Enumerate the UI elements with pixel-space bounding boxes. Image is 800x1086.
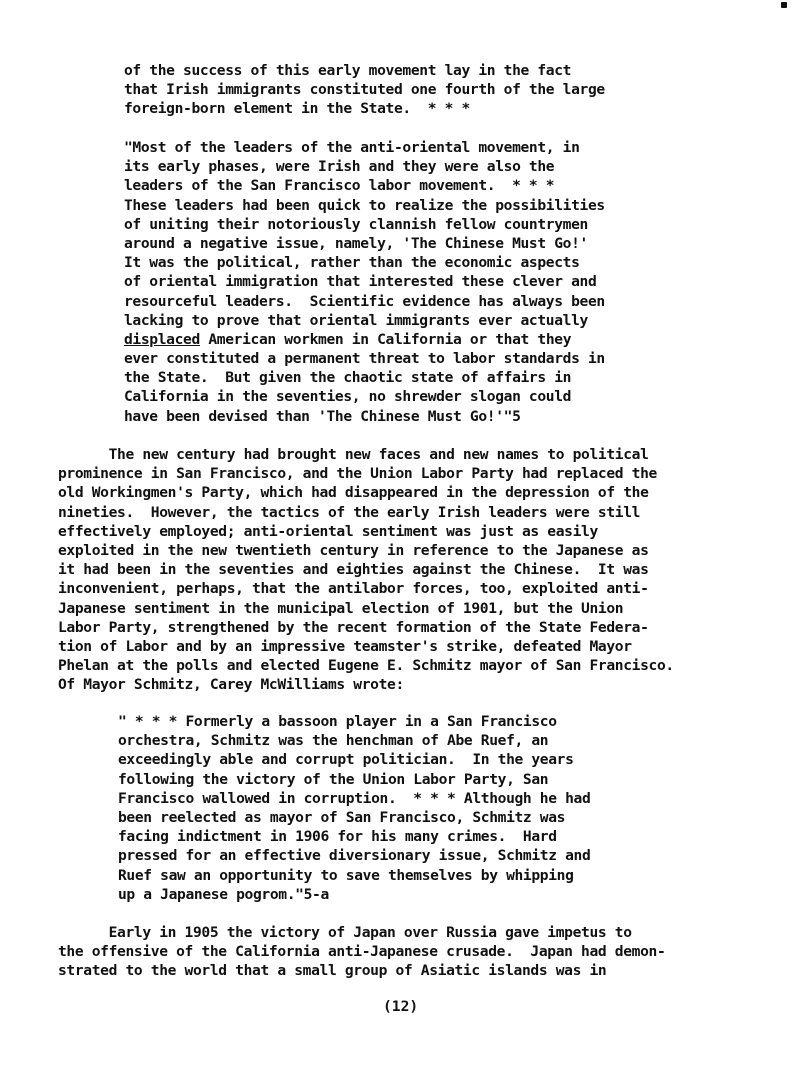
text-line: Early in 1905 the victory of Japan over Russia gave impetus to — [58, 924, 632, 941]
text-line: it had been in the seventies and eighties against the Chinese. It was — [58, 561, 649, 579]
text-line: that Irish immigrants constituted one fourth of the large — [124, 81, 605, 99]
text-line: strated to the world that a small group of Asiatic islands was in — [58, 962, 607, 980]
text-line: lacking to prove that oriental immigrants ever actually — [124, 311, 588, 329]
text-line: Japanese sentiment in the municipal election of 1901, but the Union — [58, 599, 624, 617]
text-line: Francisco wallowed in corruption. * * * Although he had — [118, 789, 591, 807]
paragraph-1905 — [58, 923, 665, 981]
text-line — [124, 330, 605, 349]
text-line: the State. But given the chaotic state of affairs in — [124, 369, 572, 387]
text-line: resourceful leaders. Scientific evidence has always been — [124, 292, 605, 310]
block-quote-intro — [124, 61, 605, 119]
text-line: following the victory of the Union Labor Party, San — [118, 770, 549, 788]
text-line: its early phases, were Irish and they were also the — [124, 158, 555, 176]
text-line: of oriental immigration that interested these clever and — [124, 273, 597, 291]
text-line: nineties. However, the tactics of the early Irish leaders were still — [58, 503, 641, 521]
text-line: the offensive of the California anti-Japanese crusade. Japan had demon- — [58, 943, 666, 961]
text-line-rest: American workmen in California or that they — [208, 330, 572, 348]
text-line: The new century had brought new faces and new names to political — [58, 446, 649, 463]
text-line: orchestra, Schmitz was the henchman of Abe Ruef, an — [118, 732, 549, 750]
text-line: Ruef saw an opportunity to save themselves by whipping — [118, 866, 574, 884]
page-number: (12) — [383, 998, 419, 1015]
text-line: have been devised than 'The Chinese Must Go!'"5 — [124, 407, 521, 425]
text-line: leaders of the San Francisco labor movement. * * * — [124, 177, 555, 195]
margin-mark — [781, 2, 787, 8]
text-line: These leaders had been quick to realize the possibilities — [124, 196, 605, 214]
text-line: effectively employed; anti-oriental sentiment was just as easily — [58, 522, 598, 540]
text-line: up a Japanese pogrom."5-a — [118, 885, 329, 903]
text-line: around a negative issue, namely, 'The Chinese Must Go!' — [124, 234, 588, 252]
text-line: Of Mayor Schmitz, Carey McWilliams wrote: — [58, 676, 404, 694]
underlined-word: displaced — [124, 330, 200, 348]
text-line: California in the seventies, no shrewder slogan could — [124, 388, 572, 406]
text-line: ever constituted a permanent threat to labor standards in — [124, 350, 605, 368]
block-quote-irish-leaders — [124, 138, 605, 426]
text-line: been reelected as mayor of San Francisco, Schmitz was — [118, 808, 566, 826]
text-line: inconvenient, perhaps, that the antilabor forces, too, exploited anti- — [58, 580, 649, 598]
text-line: It was the political, rather than the economic aspects — [124, 254, 580, 272]
text-line: of the success of this early movement lay in the fact — [124, 62, 572, 79]
text-line: facing indictment in 1906 for his many crimes. Hard — [118, 828, 557, 846]
paragraph-union-labor — [58, 445, 674, 694]
text-line: pressed for an effective diversionary issue, Schmitz and — [118, 847, 591, 865]
text-line: Labor Party, strengthened by the recent formation of the State Federa- — [58, 618, 649, 636]
text-line: of uniting their notoriously clannish fellow countrymen — [124, 215, 588, 233]
text-line: tion of Labor and by an impressive teamster's strike, defeated Mayor — [58, 637, 632, 655]
text-line: prominence in San Francisco, and the Union Labor Party had replaced the — [58, 465, 657, 483]
text-line: exceedingly able and corrupt politician. In the years — [118, 751, 574, 769]
text-line: foreign-born element in the State. * * * — [124, 100, 470, 118]
text-line: exploited in the new twentieth century in reference to the Japanese as — [58, 541, 649, 559]
text-line: "Most of the leaders of the anti-oriental movement, in — [124, 139, 580, 156]
text-line: old Workingmen's Party, which had disappeared in the depression of the — [58, 484, 649, 502]
block-quote-schmitz — [118, 712, 590, 904]
text-line: Phelan at the polls and elected Eugene E. Schmitz mayor of San Francisco. — [58, 657, 674, 675]
text-line: " * * * Formerly a bassoon player in a San Francisco — [118, 713, 557, 730]
